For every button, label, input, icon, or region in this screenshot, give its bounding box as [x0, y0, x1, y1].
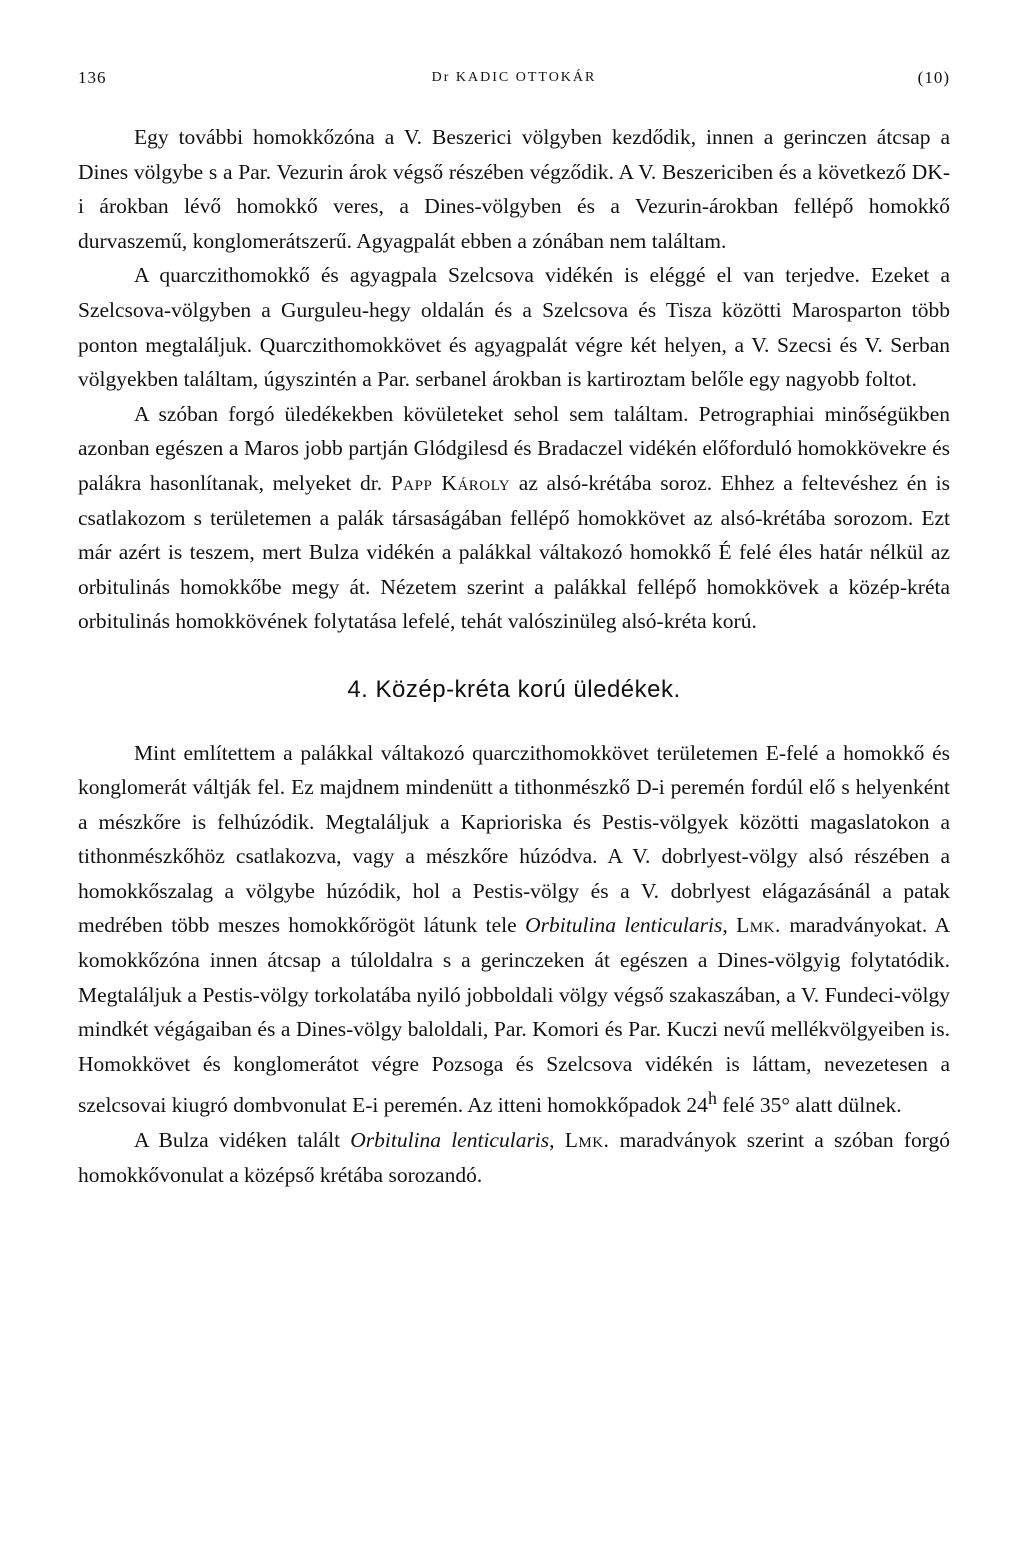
paragraph-4-text-b: maradványokat. A komokkőzóna innen átcsap a túloldalra s a gerinczeken át egészen a Dines-völgyig folytatódik. Megtaláljuk a Pestis-völgy torkolatába nyiló jobboldali völgy végső szakaszában, a V. Fundeci-völgy mindkét végágaiban és a Dines-völgy baloldali, Par. Komori és Par. Kuczi nevű mellékvölgyeiben is. Homokkövet és konglomerátot végre Pozsoga és Szelcsova vidékén is láttam, nevezetesen a szelcsovai kiugró dombvonulat E-i peremén. Az itteni homokkőpadok 24 — [78, 913, 951, 1118]
species-author-2: Lmk. — [564, 1128, 610, 1153]
paragraph-1: Egy további homokkőzóna a V. Beszerici völgyben kezdődik, innen a gerinczen átcsap a Dines völgybe s a Par. Vezurin árok végső részében végződik. A V. Beszericiben és a következő DK-i árokban lévő homokkő veres, a Dines-völgyben és a Vezurin-árokban fellépő homokkő durvaszemű, konglomerátszerű. Agyagpalát ebben a zónában nem találtam. — [78, 125, 950, 253]
species-name-2: Orbitulina lenticularis, — [350, 1128, 555, 1153]
paragraph-4-text-c: felé 35° alatt dülnek. — [722, 1093, 902, 1118]
section-number: (10) — [917, 68, 950, 87]
running-title: Dr KADIC OTTOKÁR — [431, 70, 597, 85]
section-heading: 4. Közép-kréta korú üledékek. — [347, 675, 681, 703]
author-name: Papp Károly — [390, 470, 511, 495]
page-header — [78, 68, 950, 96]
paragraph-5-text-b: maradványok szerint a szóban forgó homokkővonulat a középső krétába sorozandó. — [78, 1128, 951, 1187]
paragraph-2: A quarczithomokkő és agyagpala Szelcsova vidékén is eléggé el van terjedve. Ezeket a Szelcsova-völgyben a Gurguleu-hegy oldalán és a Szelcsova és Tisza közötti Marosparton több ponton megtaláljuk. Quarczithomokkövet és agyagpalát végre két helyen, a V. Szecsi és V. Serban völgyekben találtam, úgyszintén a Par. serbanel árokban is kartiroztam belőle egy nagyobb foltot. — [78, 263, 950, 392]
paragraph-4 — [78, 736, 950, 1124]
paragraph-3-text-b: az alsó-krétába soroz. Ehhez a feltevéshez én is csatlakozom s területemen a palák társaságában fellépő homokkövet az alsó-krétába sorozom. Ezt már azért is teszem, mert Bulza vidékén a palákkal váltakozó homokkő É felé éles határ nélkül az orbitulinás homokkőbe megy át. Nézetem szerint a palákkal fellépő homokkövek a közép-kréta orbitulinás homokkövének folytatása lefelé, tehát valószinüleg alsó-kréta korú. — [78, 470, 951, 634]
species-name: Orbitulina lenticularis, — [525, 913, 728, 938]
species-author: Lmk. — [736, 913, 781, 938]
page-number: 136 — [78, 68, 107, 87]
paragraph-4-text-a: Mint említettem a palákkal váltakozó quarczithomokkövet területemen E-felé a homokkő és konglomerát váltják fel. Ez majdnem mindenütt a tithonmészkő D-i peremén fordúl elő s helyenként a mészkőre is felhúzódik. Megtaláljuk a Kaprioriska és Pestis-völgyek közötti magaslatokon a tithonmészkőhöz csatlakozva, vagy a mészkőre húzódva. A V. dobrlyest-völgy alsó részében a homokkőszalag a völgybe húzódik, hol a Pestis-völgy és a V. dobrlyest elágazásánál a patak medrében több meszes homokkőrögöt látunk tele — [78, 740, 950, 938]
paragraph-3-text-a: A szóban forgó üledékekben kövületeket sehol sem találtam. Petrographiai minőségükben azonban egészen a Maros jobb partján Glódgilesd és Bradaczel vidékén előforduló homokkövekre és palákra hasonlítanak, melyeket dr. — [78, 401, 950, 495]
paragraph-5 — [78, 1123, 950, 1192]
hour-superscript: h — [707, 1088, 717, 1109]
paragraph-3 — [78, 397, 950, 639]
paragraph-5-text-a: A Bulza vidéken talált — [134, 1128, 341, 1153]
body-text — [78, 120, 950, 1192]
